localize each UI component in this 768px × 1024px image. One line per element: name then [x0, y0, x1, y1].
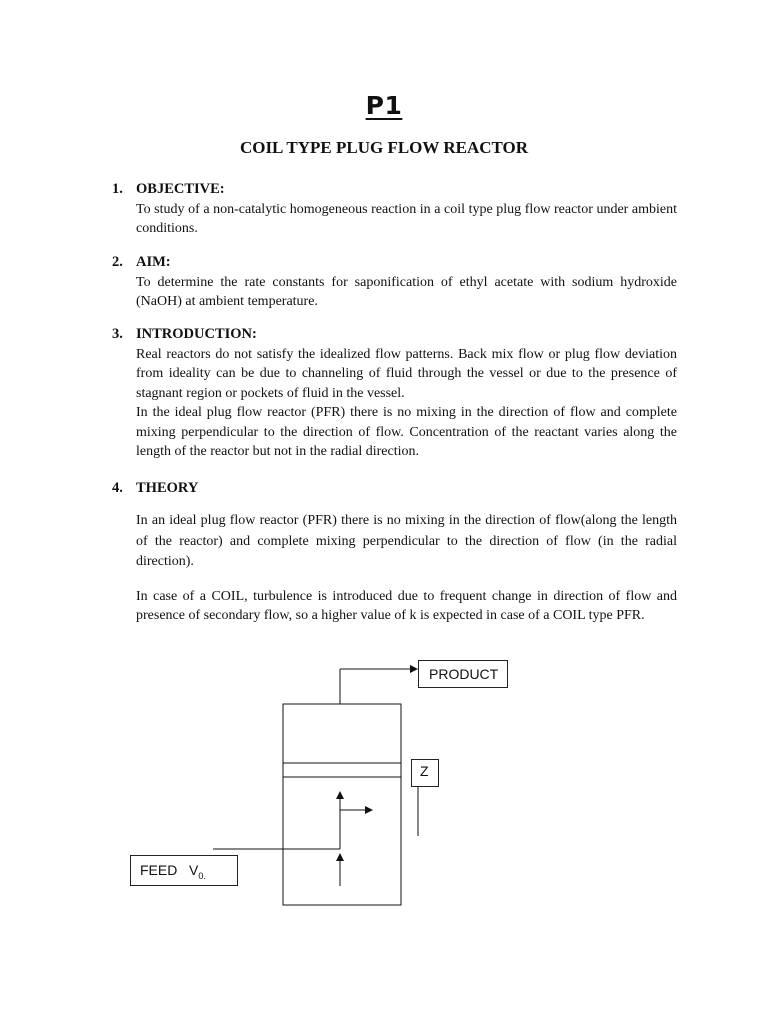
product-label: PRODUCT — [429, 666, 499, 682]
section-number: 1. — [112, 181, 123, 197]
section-number: 3. — [112, 326, 123, 342]
section-heading — [112, 325, 677, 345]
section-body — [136, 273, 677, 312]
feed-label: FEED — [140, 862, 178, 878]
z-axis-label: Z — [420, 763, 429, 779]
document-id — [0, 91, 768, 120]
product-label-box — [418, 660, 508, 688]
section-objective — [112, 180, 677, 239]
section-number: 2. — [112, 254, 123, 270]
document-title: COIL TYPE PLUG FLOW REACTOR — [239, 138, 529, 157]
section-title: INTRODUCTION: — [136, 326, 257, 342]
feed-label-box — [130, 855, 238, 886]
section-introduction — [112, 325, 677, 462]
section-heading — [112, 479, 677, 499]
section-aim — [112, 253, 677, 312]
section-title: OBJECTIVE: — [136, 181, 225, 197]
reactor-vessel — [283, 704, 401, 905]
section-title: AIM: — [136, 254, 171, 270]
objective-text: To study of a non-catalytic homogeneous reaction in a coil type plug flow reactor under ambient conditions. — [136, 201, 677, 236]
introduction-paragraph-2: In the ideal plug flow reactor (PFR) there is no mixing in the direction of flow and complete mixing perpendicular to the direction of flow. Concentration of the reactant varies along the length of the reactor but not in the radial direction. — [136, 405, 677, 459]
section-theory — [112, 479, 677, 499]
section-title: THEORY — [136, 480, 199, 496]
feed-flow-symbol: V — [189, 862, 199, 878]
section-number: 4. — [112, 480, 123, 496]
document-id-text: P1 — [365, 91, 403, 120]
section-body — [136, 345, 677, 462]
theory-paragraph-2: In case of a COIL, turbulence is introduced due to frequent change in direction of flow and presence of secondary flow, so a higher value of k is expected in case of a COIL type PFR. — [136, 589, 677, 623]
z-axis-label-box — [411, 759, 439, 787]
section-heading — [112, 253, 677, 273]
section-heading — [112, 180, 677, 200]
introduction-paragraph-1: Real reactors do not satisfy the idealized flow patterns. Back mix flow or plug flow deviation from ideality can be due to channeling of fluid through the vessel or due to the presence of stagnant region or pockets of fluid in the vessel. — [136, 346, 677, 401]
theory-paragraph-1: In an ideal plug flow reactor (PFR) there is no mixing in the direction of flow(along the length of the reactor) and complete mixing perpendicular to the direction of flow (in the radial direction). — [136, 513, 677, 569]
feed-flow-subscript: 0. — [198, 870, 206, 881]
section-body — [136, 200, 677, 239]
aim-text: To determine the rate constants for saponification of ethyl acetate with sodium hydroxide (NaOH) at ambient temperature. — [136, 274, 677, 309]
